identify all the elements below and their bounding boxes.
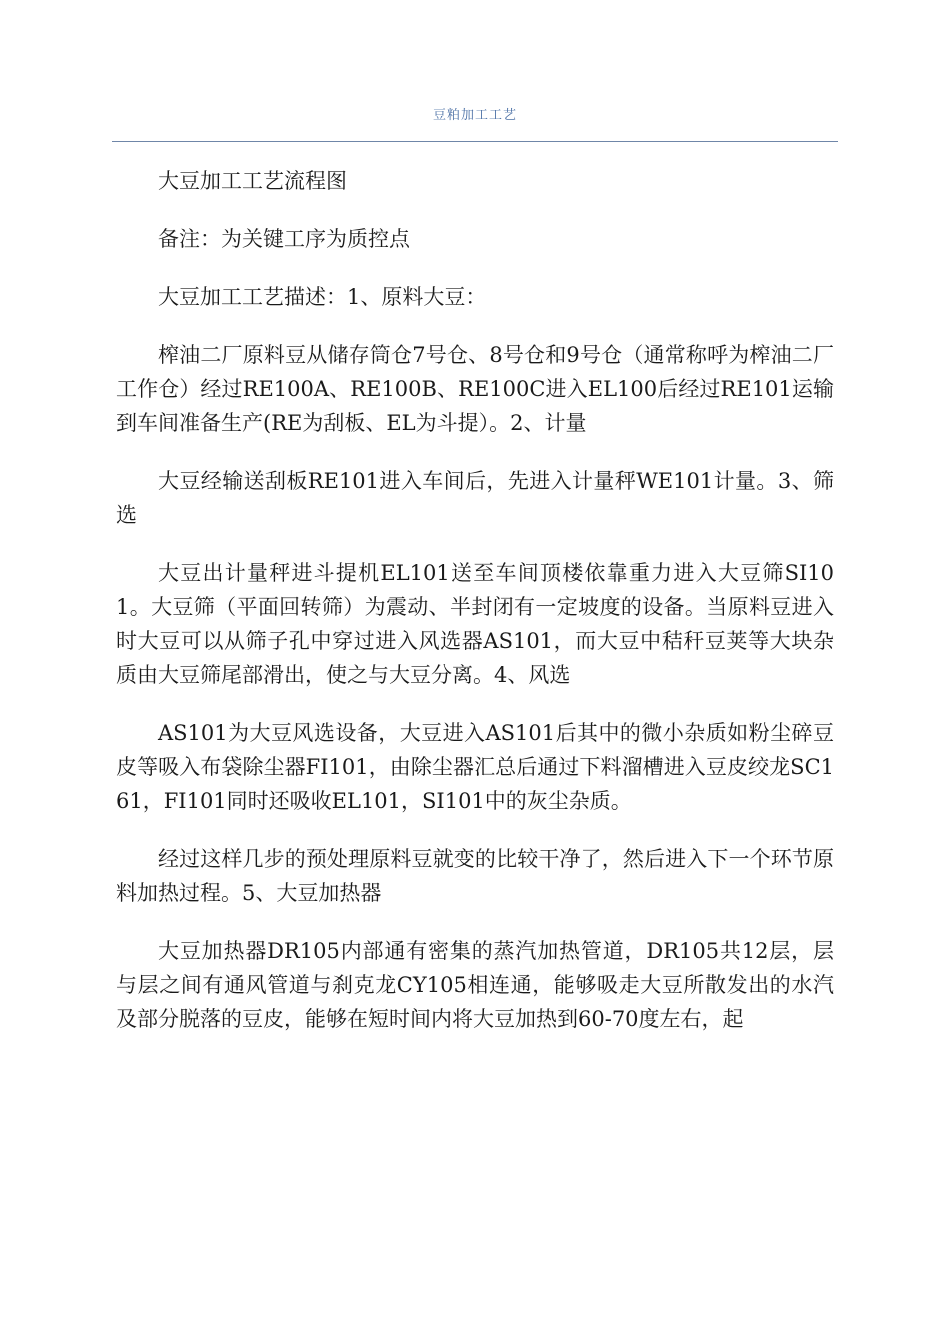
header-title: 豆粕加工工艺 (432, 108, 517, 123)
document-body (116, 164, 834, 1060)
paragraph-remark: 备注：为关键工序为质控点 (158, 227, 410, 251)
paragraph-flowchart-title: 大豆加工工艺流程图 (158, 169, 347, 193)
paragraph-description: 大豆加工工艺描述：1、原料大豆： (158, 285, 487, 309)
header-divider (112, 141, 838, 142)
paragraph-metering: 大豆经输送刮板RE101进入车间后，先进入计量秤WE101计量。3、筛选 (116, 469, 834, 527)
paragraph-raw-soybean: 榨油二厂原料豆从储存筒仓7号仓、8号仓和9号仓（通常称呼为榨油二厂工作仓）经过RE100A、RE100B、RE100C进入EL100后经过RE101运输到车间准备生产(RE为刮板、EL为斗提）。2、计量 (116, 343, 834, 435)
paragraph-air-separation: AS101为大豆风选设备，大豆进入AS101后其中的微小杂质如粉尘碎豆皮等吸入布袋除尘器FI101，由除尘器汇总后通过下料溜槽进入豆皮绞龙SC161，FI101同时还吸收EL101，SI101中的灰尘杂质。 (116, 721, 834, 813)
paragraph-pretreatment: 经过这样几步的预处理原料豆就变的比较干净了，然后进入下一个环节原料加热过程。5、大豆加热器 (116, 847, 834, 905)
paragraph-screening: 大豆出计量秤进斗提机EL101送至车间顶楼依靠重力进入大豆筛SI101。大豆筛（平面回转筛）为震动、半封闭有一定坡度的设备。当原料豆进入时大豆可以从筛子孔中穿过进入风选器AS101，而大豆中秸秆豆荚等大块杂质由大豆筛尾部滑出，使之与大豆分离。4、风选 (116, 561, 834, 687)
paragraph-heater: 大豆加热器DR105内部通有密集的蒸汽加热管道，DR105共12层，层与层之间有通风管道与刹克龙CY105相连通，能够吸走大豆所散发出的水汽及部分脱落的豆皮，能够在短时间内将大豆加热到60-70度左右，起 (116, 939, 834, 1031)
